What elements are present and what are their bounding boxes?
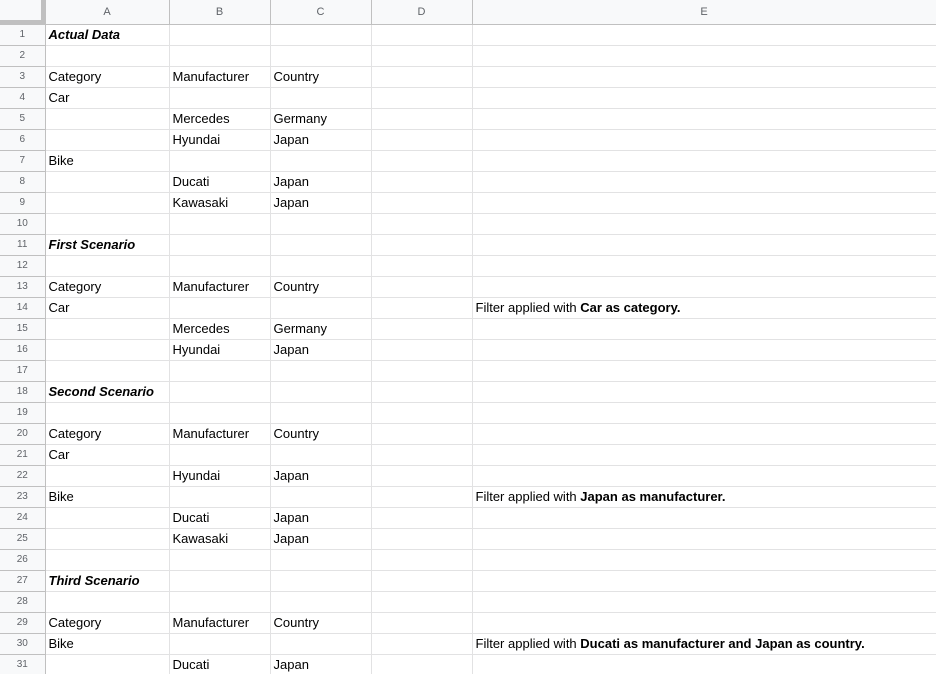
cell-a[interactable]: Car: [45, 87, 169, 108]
note-emphasis: Car as category.: [580, 300, 681, 315]
cell-a[interactable]: [45, 108, 169, 129]
row-header[interactable]: 3: [0, 66, 45, 87]
row-header[interactable]: 22: [0, 465, 45, 486]
cell-d[interactable]: [371, 381, 472, 402]
cell-c[interactable]: [270, 150, 371, 171]
cell-d[interactable]: [371, 129, 472, 150]
cell-b[interactable]: [169, 255, 270, 276]
cell-a[interactable]: [45, 171, 169, 192]
row-header[interactable]: 23: [0, 486, 45, 507]
row-header[interactable]: 21: [0, 444, 45, 465]
cell-b[interactable]: [169, 360, 270, 381]
cell-d[interactable]: [371, 486, 472, 507]
select-all-corner[interactable]: [0, 0, 45, 24]
cell-e[interactable]: [472, 66, 936, 87]
sheet-row: [0, 507, 936, 528]
row-header[interactable]: 16: [0, 339, 45, 360]
cell-e[interactable]: [472, 633, 936, 654]
cell-c[interactable]: [270, 24, 371, 45]
cell-c[interactable]: [270, 444, 371, 465]
cell-d[interactable]: [371, 528, 472, 549]
cell-a[interactable]: Actual Data: [45, 24, 169, 45]
sheet-row: [0, 486, 936, 507]
cell-c[interactable]: [270, 591, 371, 612]
cell-d[interactable]: [371, 192, 472, 213]
row-header[interactable]: 2: [0, 45, 45, 66]
cell-c[interactable]: [270, 87, 371, 108]
sheet-row: [0, 654, 936, 674]
cell-b[interactable]: [169, 444, 270, 465]
cell-a[interactable]: [45, 507, 169, 528]
cell-c[interactable]: [270, 45, 371, 66]
cell-a[interactable]: Category: [45, 423, 169, 444]
cell-e[interactable]: [472, 192, 936, 213]
cell-b[interactable]: Hyundai: [169, 339, 270, 360]
sheet-row: [0, 129, 936, 150]
sheet-row: [0, 24, 936, 45]
cell-c[interactable]: [270, 213, 371, 234]
sheet-row: [0, 255, 936, 276]
cell-b[interactable]: Manufacturer: [169, 276, 270, 297]
cell-c[interactable]: Country: [270, 612, 371, 633]
row-header[interactable]: 28: [0, 591, 45, 612]
cell-b[interactable]: Ducati: [169, 171, 270, 192]
cell-b[interactable]: Kawasaki: [169, 192, 270, 213]
cell-c[interactable]: Country: [270, 276, 371, 297]
column-header-b[interactable]: B: [169, 0, 270, 24]
sheet-row: [0, 87, 936, 108]
sheet-row: [0, 423, 936, 444]
note-emphasis: Japan as manufacturer.: [580, 489, 726, 504]
cell-b[interactable]: Ducati: [169, 507, 270, 528]
cell-e[interactable]: [472, 45, 936, 66]
cell-d[interactable]: [371, 150, 472, 171]
cell-c[interactable]: Country: [270, 423, 371, 444]
cell-d[interactable]: [371, 45, 472, 66]
sheet-row: [0, 297, 936, 318]
row-header[interactable]: 29: [0, 612, 45, 633]
row-header[interactable]: 4: [0, 87, 45, 108]
cell-b[interactable]: Manufacturer: [169, 612, 270, 633]
cell-d[interactable]: [371, 108, 472, 129]
sheet-row: [0, 318, 936, 339]
cell-a[interactable]: Second Scenario: [45, 381, 169, 402]
cell-a[interactable]: Bike: [45, 633, 169, 654]
cell-d[interactable]: [371, 633, 472, 654]
cell-c[interactable]: [270, 255, 371, 276]
row-header[interactable]: 10: [0, 213, 45, 234]
cell-b[interactable]: [169, 24, 270, 45]
sheet-row: [0, 465, 936, 486]
cell-b[interactable]: Hyundai: [169, 465, 270, 486]
cell-c[interactable]: Japan: [270, 465, 371, 486]
cell-d[interactable]: [371, 297, 472, 318]
sheet-row: [0, 45, 936, 66]
sheet-row: [0, 612, 936, 633]
row-header[interactable]: 7: [0, 150, 45, 171]
row-header[interactable]: 31: [0, 654, 45, 674]
cell-d[interactable]: [371, 654, 472, 674]
cell-e[interactable]: [472, 381, 936, 402]
cell-b[interactable]: Ducati: [169, 654, 270, 674]
column-header-c[interactable]: C: [270, 0, 371, 24]
row-header[interactable]: 30: [0, 633, 45, 654]
cell-e[interactable]: [472, 108, 936, 129]
cell-a[interactable]: Category: [45, 612, 169, 633]
cell-e[interactable]: [472, 318, 936, 339]
cell-b[interactable]: [169, 297, 270, 318]
cell-e[interactable]: [472, 234, 936, 255]
cell-c[interactable]: [270, 402, 371, 423]
cell-a[interactable]: [45, 318, 169, 339]
row-header[interactable]: 11: [0, 234, 45, 255]
cell-e[interactable]: [472, 87, 936, 108]
sheet-row: [0, 171, 936, 192]
cell-b[interactable]: [169, 45, 270, 66]
cell-d[interactable]: [371, 612, 472, 633]
cell-e[interactable]: [472, 339, 936, 360]
cell-e[interactable]: [472, 360, 936, 381]
sheet-row: [0, 234, 936, 255]
sheet-row: [0, 339, 936, 360]
cell-a[interactable]: [45, 129, 169, 150]
row-header[interactable]: 5: [0, 108, 45, 129]
sheet-row: [0, 444, 936, 465]
cell-d[interactable]: [371, 570, 472, 591]
row-header[interactable]: 15: [0, 318, 45, 339]
cell-d[interactable]: [371, 213, 472, 234]
frozen-row-handle[interactable]: [0, 20, 44, 24]
sheet-row: [0, 528, 936, 549]
cell-b[interactable]: Mercedes: [169, 318, 270, 339]
cell-c[interactable]: Japan: [270, 339, 371, 360]
cell-d[interactable]: [371, 87, 472, 108]
row-header[interactable]: 27: [0, 570, 45, 591]
cell-e[interactable]: [472, 129, 936, 150]
cell-a[interactable]: [45, 402, 169, 423]
cell-b[interactable]: [169, 381, 270, 402]
cell-b[interactable]: Manufacturer: [169, 423, 270, 444]
row-header[interactable]: 18: [0, 381, 45, 402]
cell-c[interactable]: Japan: [270, 171, 371, 192]
cell-c[interactable]: [270, 549, 371, 570]
sheet-row: [0, 276, 936, 297]
cell-a[interactable]: [45, 192, 169, 213]
cell-b[interactable]: [169, 87, 270, 108]
cell-a[interactable]: Third Scenario: [45, 570, 169, 591]
cell-a[interactable]: Bike: [45, 486, 169, 507]
cell-b[interactable]: [169, 591, 270, 612]
row-header[interactable]: 9: [0, 192, 45, 213]
note-text: Filter applied with: [475, 300, 581, 315]
cell-e[interactable]: [472, 591, 936, 612]
cell-c[interactable]: Country: [270, 66, 371, 87]
row-header[interactable]: 12: [0, 255, 45, 276]
row-header[interactable]: 19: [0, 402, 45, 423]
cell-a[interactable]: Car: [45, 444, 169, 465]
cell-a[interactable]: [45, 549, 169, 570]
cell-d[interactable]: [371, 423, 472, 444]
cell-d[interactable]: [371, 444, 472, 465]
cell-b[interactable]: Mercedes: [169, 108, 270, 129]
sheet-row: [0, 381, 936, 402]
cell-a[interactable]: Car: [45, 297, 169, 318]
cell-c[interactable]: [270, 360, 371, 381]
cell-b[interactable]: [169, 402, 270, 423]
row-header[interactable]: 13: [0, 276, 45, 297]
cell-a[interactable]: First Scenario: [45, 234, 169, 255]
cell-a[interactable]: [45, 528, 169, 549]
sheet-row: [0, 402, 936, 423]
cell-c[interactable]: [270, 381, 371, 402]
cell-b[interactable]: [169, 549, 270, 570]
cell-b[interactable]: Manufacturer: [169, 66, 270, 87]
cell-a[interactable]: [45, 654, 169, 674]
cell-e[interactable]: [472, 255, 936, 276]
cell-c[interactable]: Japan: [270, 192, 371, 213]
cell-d[interactable]: [371, 66, 472, 87]
cell-e[interactable]: [472, 24, 936, 45]
cell-e[interactable]: [472, 528, 936, 549]
cell-e[interactable]: [472, 150, 936, 171]
cell-e[interactable]: [472, 507, 936, 528]
cell-d[interactable]: [371, 402, 472, 423]
cell-e[interactable]: [472, 486, 936, 507]
cell-b[interactable]: [169, 633, 270, 654]
cell-b[interactable]: Kawasaki: [169, 528, 270, 549]
cell-b[interactable]: [169, 150, 270, 171]
sheet-row: [0, 213, 936, 234]
row-header[interactable]: 17: [0, 360, 45, 381]
cell-c[interactable]: Japan: [270, 654, 371, 674]
cell-b[interactable]: [169, 486, 270, 507]
cell-d[interactable]: [371, 549, 472, 570]
cell-b[interactable]: [169, 234, 270, 255]
cell-a[interactable]: [45, 339, 169, 360]
sheet-row: [0, 570, 936, 591]
cell-a[interactable]: Category: [45, 66, 169, 87]
note-text: Filter applied with: [475, 636, 581, 651]
cell-c[interactable]: [270, 486, 371, 507]
cell-b[interactable]: [169, 570, 270, 591]
cell-e[interactable]: [472, 444, 936, 465]
sheet-row: [0, 66, 936, 87]
cell-e[interactable]: [472, 549, 936, 570]
cell-a[interactable]: [45, 360, 169, 381]
column-header-a[interactable]: A: [45, 0, 169, 24]
column-header-e[interactable]: E: [472, 0, 936, 24]
cell-a[interactable]: [45, 591, 169, 612]
cell-e[interactable]: [472, 423, 936, 444]
cell-c[interactable]: Germany: [270, 318, 371, 339]
sheet-row: [0, 591, 936, 612]
sheet-row: [0, 549, 936, 570]
sheet-body: [0, 24, 936, 674]
cell-e[interactable]: [472, 297, 936, 318]
cell-a[interactable]: [45, 213, 169, 234]
row-header[interactable]: 8: [0, 171, 45, 192]
cell-b[interactable]: Hyundai: [169, 129, 270, 150]
column-header-d[interactable]: D: [371, 0, 472, 24]
cell-d[interactable]: [371, 24, 472, 45]
column-header-row: [0, 0, 936, 24]
row-header[interactable]: 6: [0, 129, 45, 150]
cell-a[interactable]: Bike: [45, 150, 169, 171]
sheet-row: [0, 192, 936, 213]
cell-a[interactable]: [45, 465, 169, 486]
cell-c[interactable]: [270, 570, 371, 591]
note-text: Filter applied with: [475, 489, 581, 504]
sheet-row: [0, 633, 936, 654]
sheet-row: [0, 108, 936, 129]
sheet-row: [0, 150, 936, 171]
sheet-row: [0, 360, 936, 381]
cell-c[interactable]: Japan: [270, 528, 371, 549]
cell-e[interactable]: [472, 465, 936, 486]
row-header[interactable]: 25: [0, 528, 45, 549]
row-header[interactable]: 14: [0, 297, 45, 318]
cell-d[interactable]: [371, 339, 472, 360]
cell-c[interactable]: [270, 234, 371, 255]
cell-e[interactable]: [472, 171, 936, 192]
cell-a[interactable]: [45, 45, 169, 66]
row-header[interactable]: 24: [0, 507, 45, 528]
note-emphasis: Ducati as manufacturer and Japan as country.: [580, 636, 865, 651]
cell-e[interactable]: [472, 570, 936, 591]
row-header[interactable]: 1: [0, 24, 45, 45]
cell-a[interactable]: [45, 255, 169, 276]
cell-c[interactable]: [270, 297, 371, 318]
cell-d[interactable]: [371, 591, 472, 612]
row-header[interactable]: 20: [0, 423, 45, 444]
cell-c[interactable]: Germany: [270, 108, 371, 129]
cell-c[interactable]: [270, 633, 371, 654]
row-header[interactable]: 26: [0, 549, 45, 570]
cell-d[interactable]: [371, 234, 472, 255]
frozen-column-handle[interactable]: [41, 0, 45, 24]
cell-d[interactable]: [371, 318, 472, 339]
cell-d[interactable]: [371, 171, 472, 192]
cell-e[interactable]: [472, 654, 936, 674]
cell-e[interactable]: [472, 213, 936, 234]
cell-e[interactable]: [472, 612, 936, 633]
cell-d[interactable]: [371, 465, 472, 486]
cell-e[interactable]: [472, 402, 936, 423]
cell-d[interactable]: [371, 276, 472, 297]
cell-c[interactable]: Japan: [270, 507, 371, 528]
cell-d[interactable]: [371, 255, 472, 276]
cell-d[interactable]: [371, 360, 472, 381]
cell-d[interactable]: [371, 507, 472, 528]
cell-a[interactable]: Category: [45, 276, 169, 297]
cell-b[interactable]: [169, 213, 270, 234]
cell-e[interactable]: [472, 276, 936, 297]
cell-c[interactable]: Japan: [270, 129, 371, 150]
